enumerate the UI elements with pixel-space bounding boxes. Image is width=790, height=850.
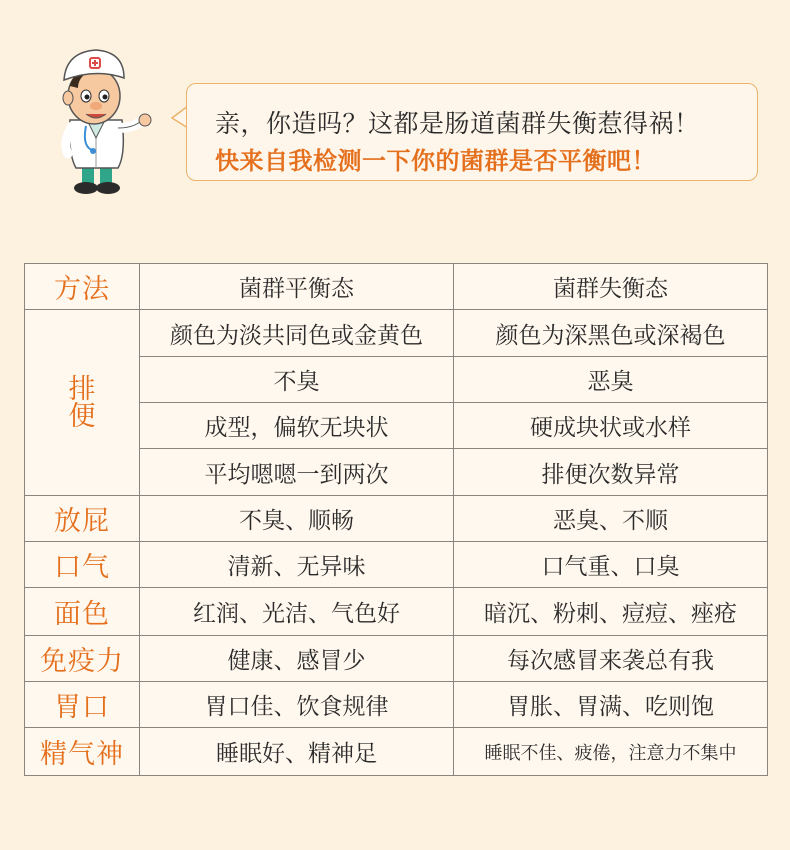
table-row	[25, 728, 768, 776]
stool-balanced-2: 不臭	[140, 357, 454, 403]
header-method: 方法	[25, 264, 140, 310]
method-breath: 口气	[25, 542, 140, 588]
stool-imbalanced-4: 排便次数异常	[454, 449, 768, 496]
appetite-balanced: 胃口佳、饮食规律	[140, 682, 454, 728]
stool-imbalanced-2: 恶臭	[454, 357, 768, 403]
method-fart: 放屁	[25, 496, 140, 542]
comparison-table	[24, 263, 767, 781]
table-row	[25, 310, 768, 357]
stool-label-top: 排	[68, 373, 96, 405]
stool-balanced-4: 平均嗯嗯一到两次	[140, 449, 454, 496]
table-header-row	[25, 264, 768, 310]
table-row	[25, 588, 768, 636]
stool-label-bottom: 便	[68, 400, 96, 432]
immunity-imbalanced: 每次感冒来袭总有我	[454, 636, 768, 682]
stool-imbalanced-3: 硬成块状或水样	[454, 403, 768, 449]
method-appetite: 胃口	[25, 682, 140, 728]
header-imbalanced: 菌群失衡态	[454, 264, 768, 310]
breath-imbalanced: 口气重、口臭	[454, 542, 768, 588]
fart-imbalanced: 恶臭、不顺	[454, 496, 768, 542]
immunity-balanced: 健康、感冒少	[140, 636, 454, 682]
method-complexion: 面色	[25, 588, 140, 636]
table-row	[25, 682, 768, 728]
stool-label	[25, 310, 140, 496]
stool-imbalanced-1: 颜色为深黑色或深褐色	[454, 310, 768, 357]
bubble-call-to-action: 快来自我检测一下你的菌群是否平衡吧！	[215, 147, 656, 175]
appetite-imbalanced: 胃胀、胃满、吃则饱	[454, 682, 768, 728]
stool-balanced-3: 成型，偏软无块状	[140, 403, 454, 449]
doctor-mascot-icon	[48, 42, 158, 198]
speech-bubble	[186, 83, 758, 181]
energy-balanced: 睡眠好、精神足	[140, 728, 454, 776]
stool-balanced-1: 颜色为淡共同色或金黄色	[140, 310, 454, 357]
method-energy: 精气神	[25, 728, 140, 776]
breath-balanced: 清新、无异味	[140, 542, 454, 588]
table-row	[25, 636, 768, 682]
bubble-question: 亲，你造吗？这都是肠道菌群失衡惹得祸！	[215, 109, 700, 138]
method-immunity: 免疫力	[25, 636, 140, 682]
complexion-balanced: 红润、光洁、气色好	[140, 588, 454, 636]
table-row	[25, 542, 768, 588]
fart-balanced: 不臭、顺畅	[140, 496, 454, 542]
energy-imbalanced: 睡眠不佳、疲倦，注意力不集中	[454, 728, 768, 776]
header-balanced: 菌群平衡态	[140, 264, 454, 310]
table-row	[25, 496, 768, 542]
complexion-imbalanced: 暗沉、粉刺、痘痘、痤疮	[454, 588, 768, 636]
